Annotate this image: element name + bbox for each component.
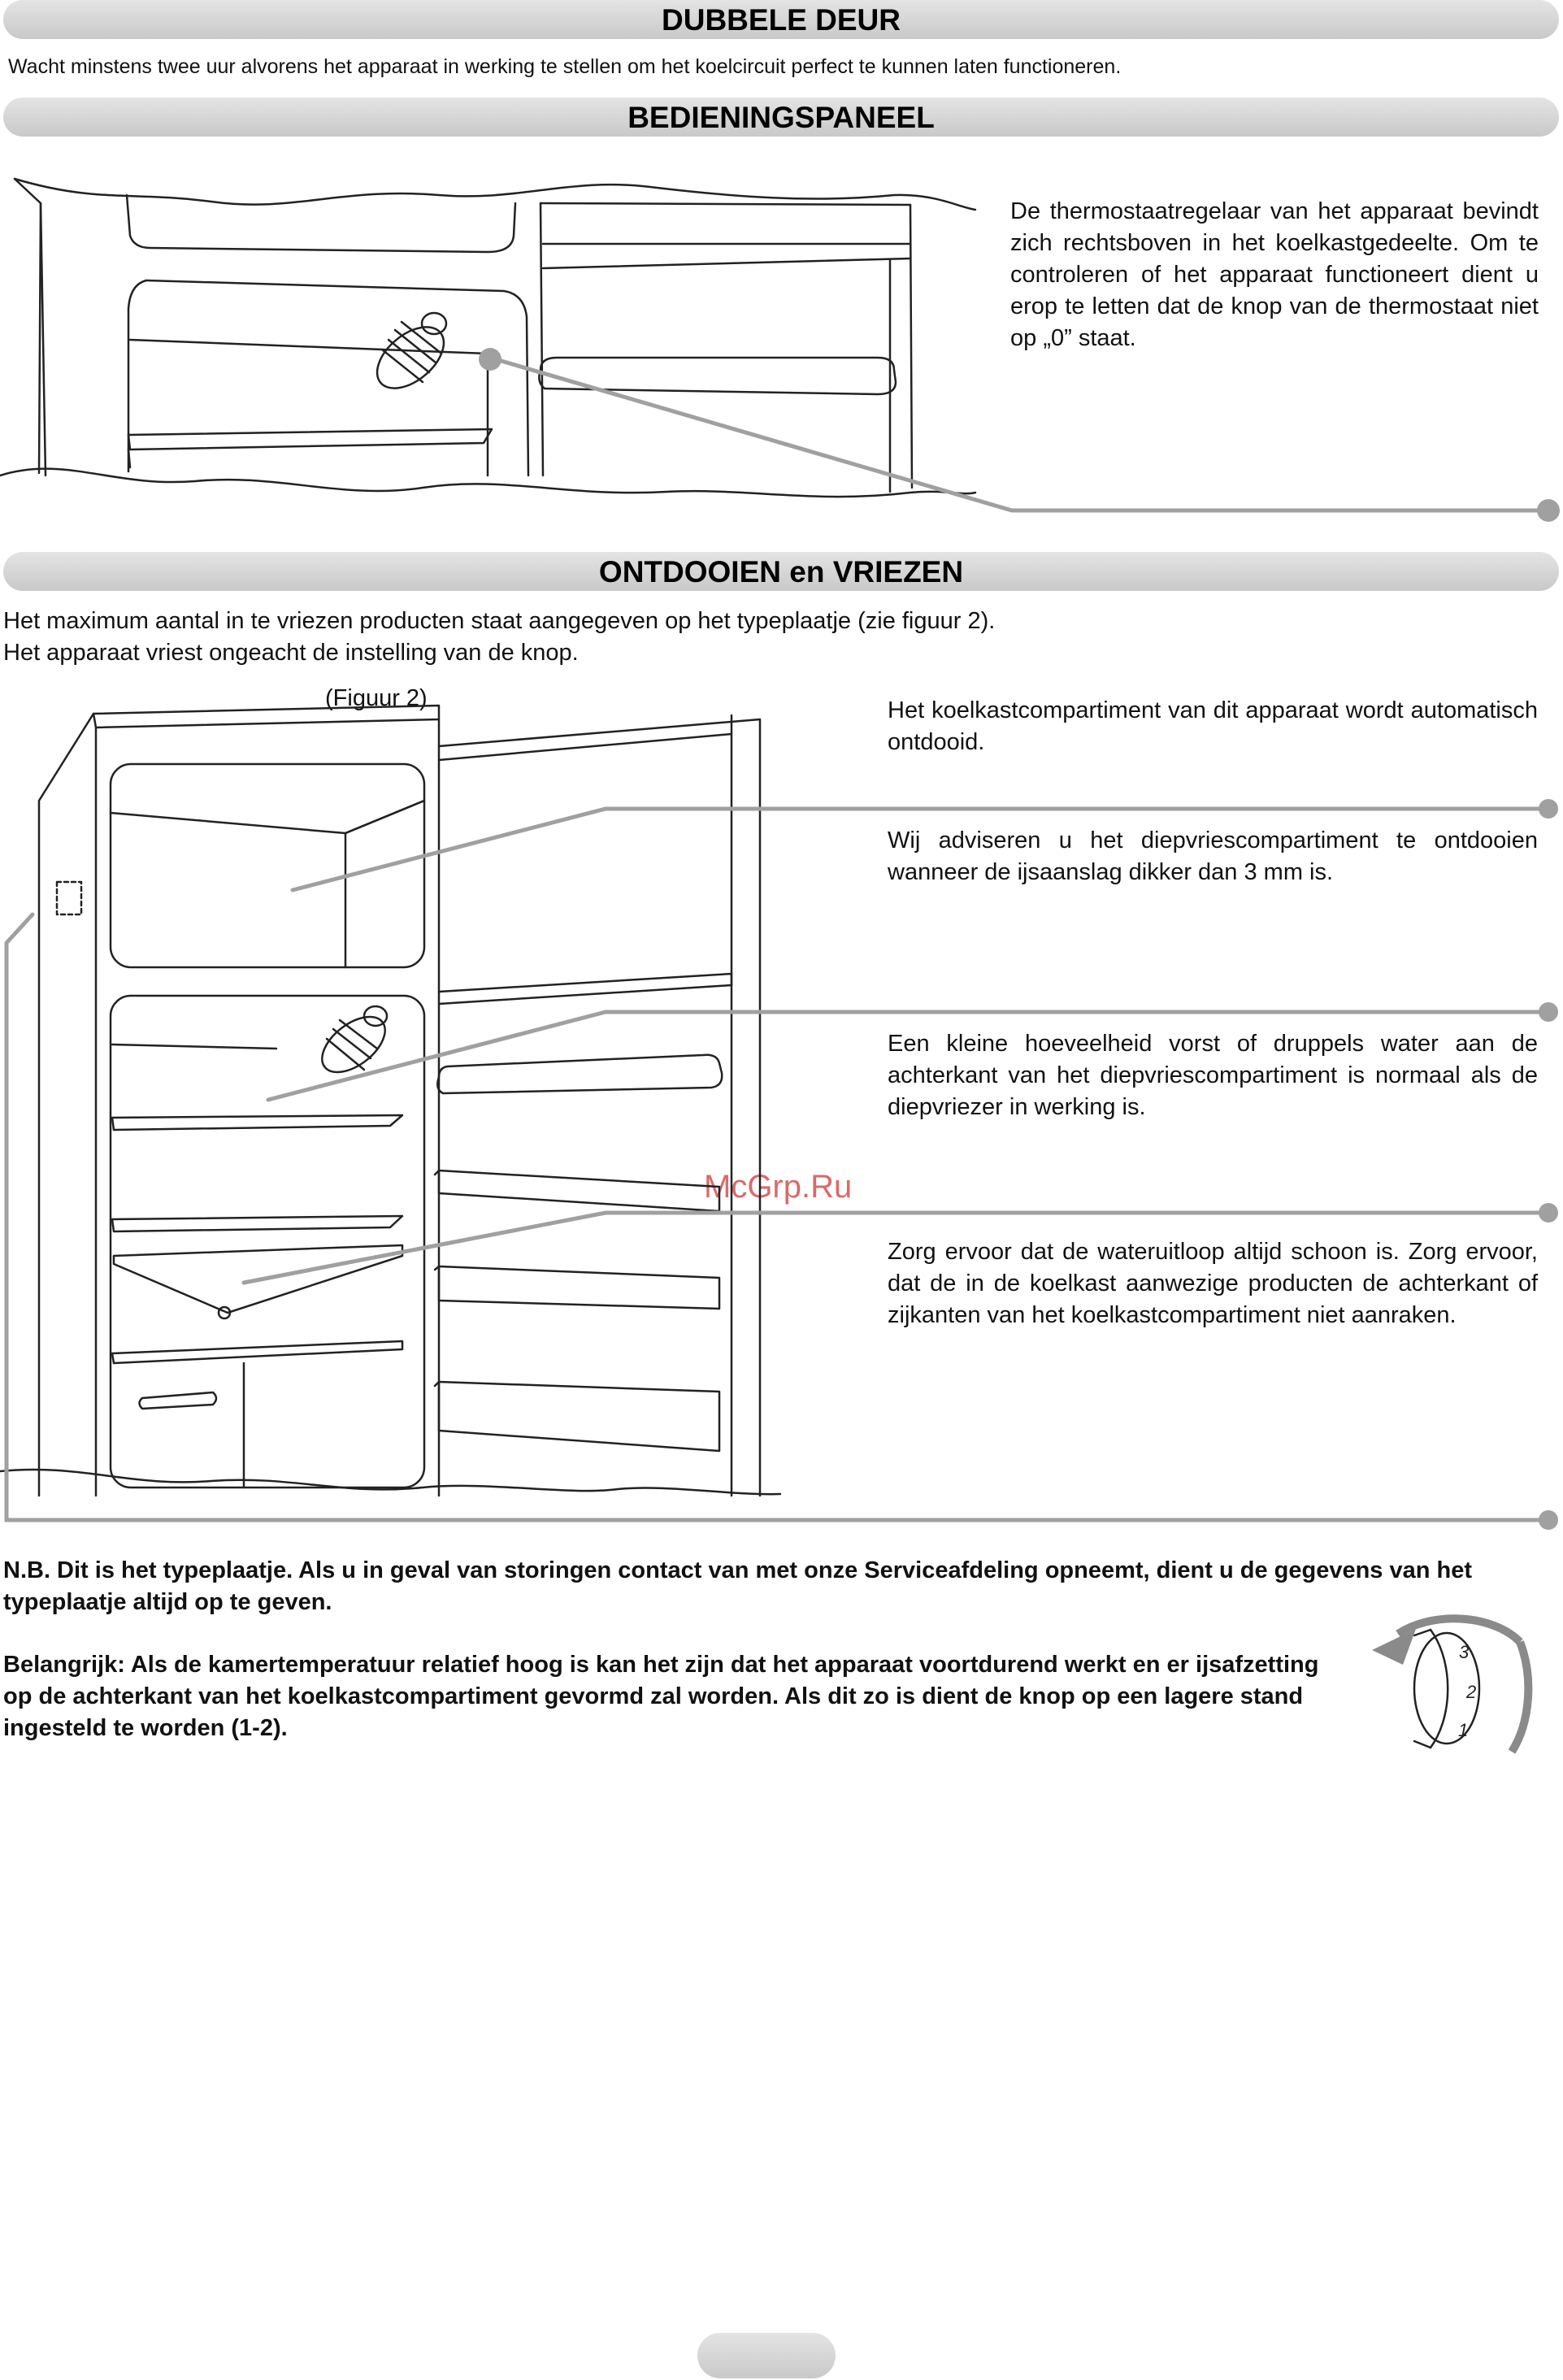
watermark: McGrp.Ru <box>704 1169 853 1205</box>
dubbele-deur-text: Wacht minstens twee uur alvorens het apparaat in werking te stellen om het koelcircuit perfect te kunnen laten functioneren. <box>8 55 1122 78</box>
nb-text: N.B. Dit is het typeplaatje. Als u in geval van storingen contact van met onze Serviceafdeling opneemt, dient u de gegevens van het typeplaatje altijd op te geven. <box>3 1557 1473 1615</box>
note-frost-normal: Een kleine hoeveelheid vorst of druppels water aan de achterkant van het diepvriescompartiment is normaal als de diepvriezer in werking is. <box>888 1031 1538 1120</box>
important-text: Belangrijk: Als de kamertemperatuur relatief hoog is kan het zijn dat het apparaat voortdurend werkt en er ijsafzetting op de achterkant van het koelkastcompartiment gevormd zal worden. Als dit zo is dient de knop op een lagere stand ingesteld te worden (1-2). <box>3 1652 1319 1741</box>
note-drain-clean: Zorg ervoor dat de wateruitloop altijd schoon is. Zorg ervoor, dat de in de koelkast aanwezige producten de achterkant of zijkanten van het koelkastcompartiment niet aanraken. <box>888 1239 1538 1328</box>
ontdooien-intro-line1: Het maximum aantal in te vriezen producten staat aangegeven op het typeplaatje (zie figuur 2). <box>3 608 996 634</box>
section-header-ontdooien: ONTDOOIEN en VRIEZEN <box>3 552 1559 591</box>
dial-label-3: 3 <box>1459 1642 1470 1662</box>
leader-lines <box>7 358 1548 1520</box>
ontdooien-intro-line2: Het apparaat vriest ongeacht de instelling van de knop. <box>3 640 579 666</box>
note-freezer-defrost: Wij adviseren u het diepvriescompartiment te ontdooien wanneer de ijsaanslag dikker dan 3 mm is. <box>888 827 1538 885</box>
fridge-top-illustration <box>0 179 975 497</box>
fridge-full-illustration <box>0 706 780 1496</box>
bedieningspaneel-text: De thermostaatregelaar van het apparaat bevindt zich rechtsboven in het koelkastgedeelte. Om te controleren of het apparaat functioneert dient u erop te letten dat de knop van de thermostaat niet op „0” staat. <box>1010 198 1539 351</box>
section-header-bedieningspaneel: BEDIENINGSPANEEL <box>3 98 1559 137</box>
dial-label-1: 1 <box>1458 1720 1469 1740</box>
note-auto-defrost: Het koelkastcompartiment van dit apparaat wordt automatisch ontdooid. <box>888 697 1538 755</box>
dial-label-2: 2 <box>1466 1682 1477 1702</box>
rotate-arrow-icon <box>1372 1618 1528 1752</box>
section-header-dubbele-deur: DUBBELE DEUR <box>3 0 1559 39</box>
figure-caption: (Figuur 2) <box>325 685 428 711</box>
leader-dots <box>479 348 1560 1530</box>
